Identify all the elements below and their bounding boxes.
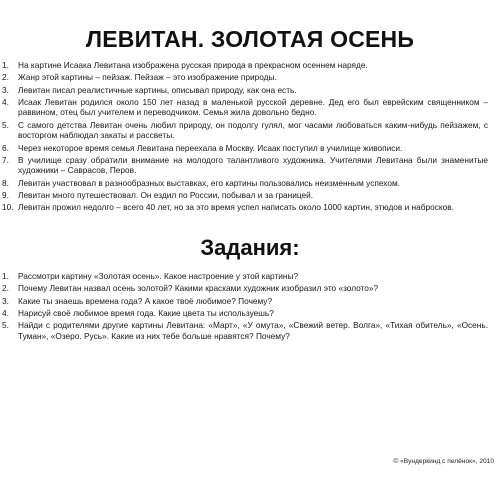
list-item xyxy=(2,60,488,71)
item-text: На картине Исаака Левитана изображена русская природа в прекрасном осеннем наряде. xyxy=(18,60,368,70)
item-text: С самого детства Левитан очень любил природу, он подолгу гулял, мог часами любоваться каким-нибудь пейзажем, с восторгом наблюдал закаты и рассветы. xyxy=(18,119,488,141)
item-text: Жанр этой картины – пейзаж. Пейзаж – это изображение природы. xyxy=(18,72,277,83)
item-number: 9. xyxy=(2,190,9,201)
item-text: Левитан прожил недолго – всего 40 лет, но за это время успел написать около 1000 картин, этюдов и набросков. xyxy=(18,202,454,213)
list-item xyxy=(2,85,488,96)
item-number: 10. xyxy=(2,202,14,213)
item-number: 7. xyxy=(2,154,9,165)
item-text: В училище сразу обратили внимание на молодого талантливого художника. Учителями Левитана были знаменитые художники – Саврасов, Перов. xyxy=(18,154,488,176)
copyright-notice: © «Вундеркинд с пелёнок», 2010 xyxy=(393,458,494,465)
list-item xyxy=(2,143,488,154)
item-number: 4. xyxy=(2,307,9,318)
item-text: Почему Левитан назвал осень золотой? Какими красками художник изобразил это «золото»? xyxy=(18,283,379,294)
list-item xyxy=(2,320,488,341)
item-number: 3. xyxy=(2,295,9,306)
item-text: Исаак Левитан родился около 150 лет назад в маленькой русской деревне. Дед его был еврейским священником – раввином, отец был учителем и переводчиком. Семья жила довольно бедно. xyxy=(18,96,488,118)
item-text: Левитан писал реалистичные картины, описывал природу, как она есть. xyxy=(18,84,297,95)
facts-list xyxy=(2,60,488,215)
item-number: 2. xyxy=(2,72,9,83)
list-item xyxy=(2,283,488,294)
item-text: Найди с родителями другие картины Левитана: «Март», «У омута», «Свежий ветер. Волга», «Тихая обитель», «Осень. Туман», «Озеро. Русь». Какие из них тебе больше нравятся? Почему? xyxy=(18,320,488,341)
item-number: 1. xyxy=(2,271,9,281)
item-text: Нарисуй своё любимое время года. Какие цвета ты используешь? xyxy=(18,307,274,318)
item-number: 5. xyxy=(2,320,9,331)
item-text: Левитан много путешествовал. Он ездил по России, побывал и за границей. xyxy=(18,190,314,201)
item-number: 4. xyxy=(2,96,9,107)
item-number: 2. xyxy=(2,283,9,294)
list-item xyxy=(2,190,488,201)
list-item xyxy=(2,97,488,118)
item-number: 6. xyxy=(2,142,9,153)
list-item xyxy=(2,120,488,141)
tasks-list xyxy=(2,271,488,343)
list-item xyxy=(2,155,488,176)
item-text: Какие ты знаешь времена года? А какое твоё любимое? Почему? xyxy=(18,295,273,306)
item-number: 8. xyxy=(2,177,9,188)
tasks-heading: Задания: xyxy=(200,235,300,260)
list-item xyxy=(2,178,488,189)
item-text: Рассмотри картину «Золотая осень». Какое настроение у этой картины? xyxy=(18,271,299,281)
item-number: 3. xyxy=(2,84,9,95)
item-number: 1. xyxy=(2,60,9,70)
item-number: 5. xyxy=(2,119,9,130)
item-text: Левитан участвовал в разнообразных выставках, его картины пользовались неизменным успехом. xyxy=(18,177,400,188)
list-item xyxy=(2,72,488,83)
list-item xyxy=(2,202,488,213)
page-title: ЛЕВИТАН. ЗОЛОТАЯ ОСЕНЬ xyxy=(85,26,415,52)
list-item xyxy=(2,271,488,282)
item-text: Через некоторое время семья Левитана переехала в Москву. Исаак поступил в училище живописи. xyxy=(18,142,403,153)
list-item xyxy=(2,308,488,319)
list-item xyxy=(2,296,488,307)
